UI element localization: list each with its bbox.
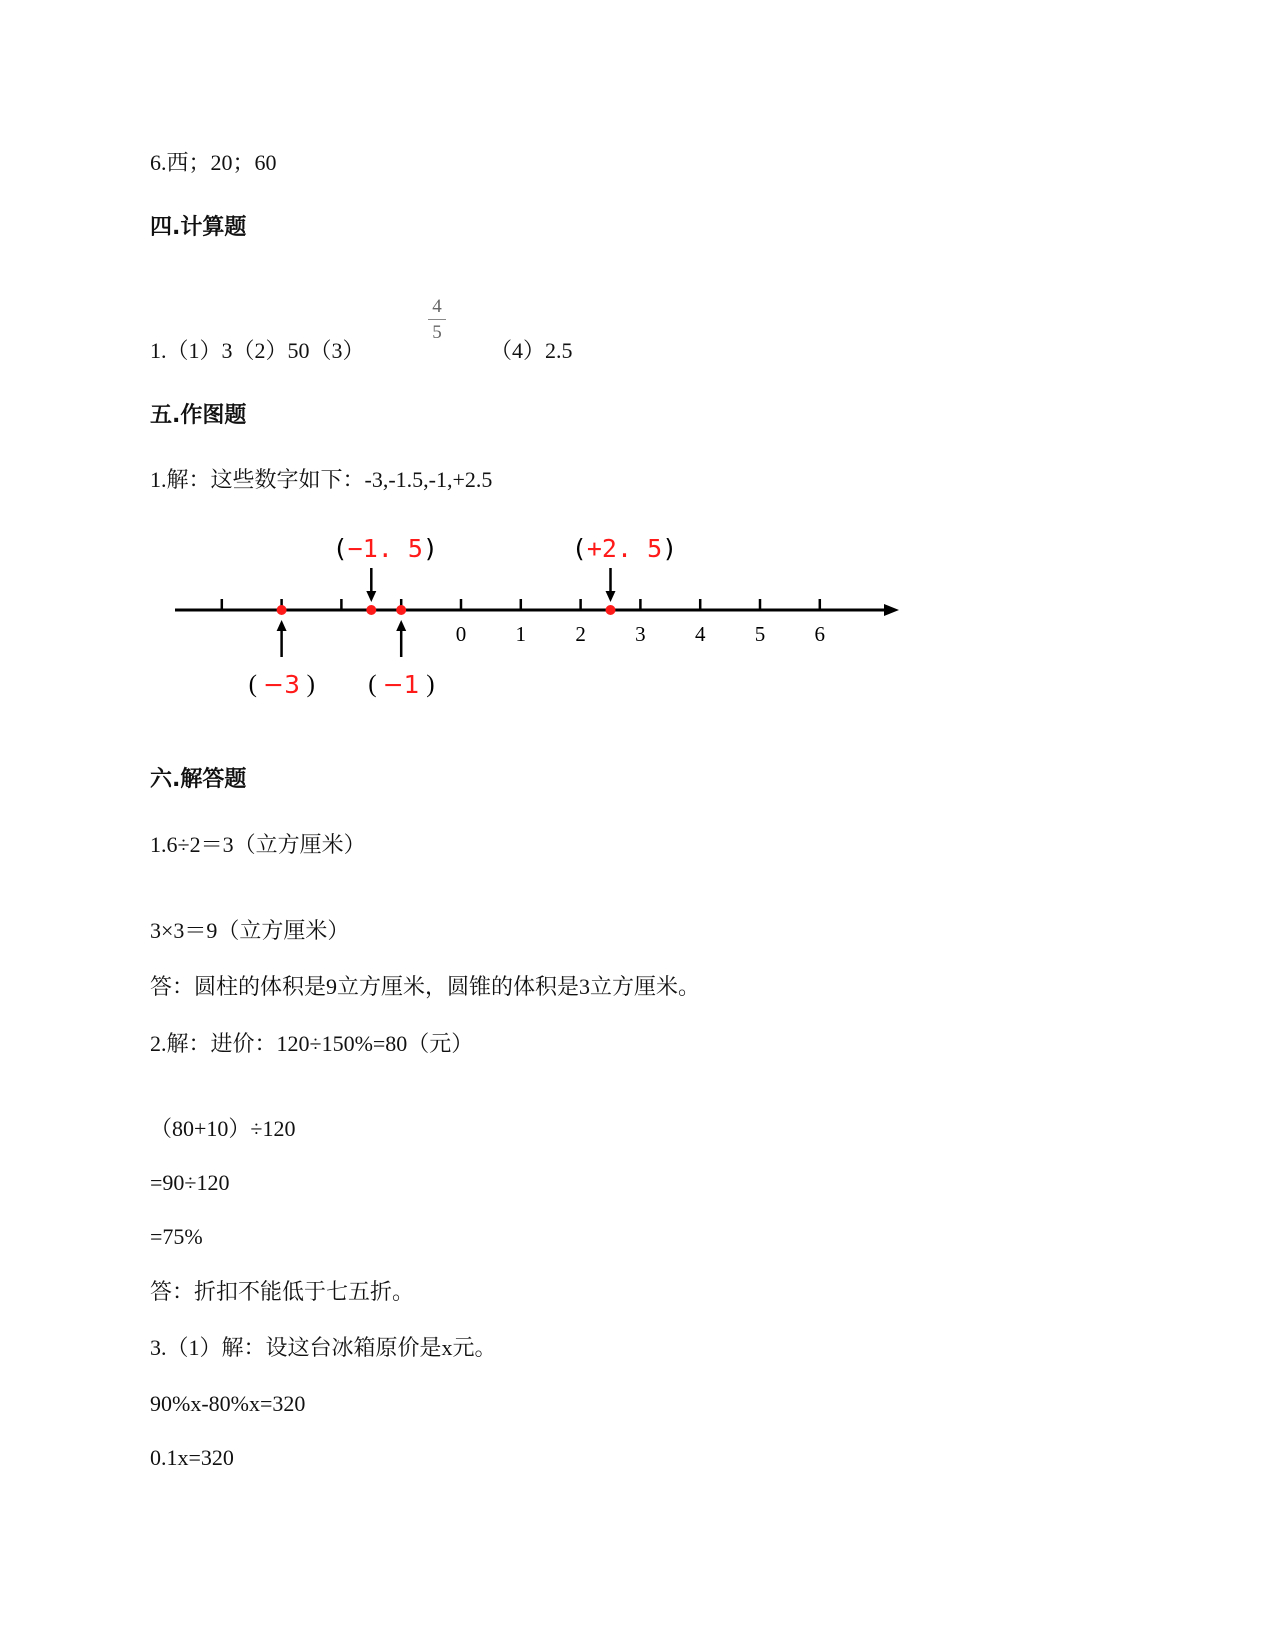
solution-1-line-2: 3×3＝9（立方厘米）: [150, 918, 350, 943]
solution-1-answer: 答：圆柱的体积是9立方厘米，圆锥的体积是3立方厘米。: [150, 974, 701, 999]
tick-label: 0: [455, 622, 467, 646]
point-label: −1: [382, 670, 420, 699]
tick-label: 1: [515, 622, 527, 646]
drawing-answer-1: 1.解：这些数字如下：-3,-1.5,-1,+2.5: [150, 467, 493, 492]
tick-label: 4: [694, 622, 706, 646]
tick-label: 2: [575, 622, 586, 646]
point-label: (+2. 5): [571, 534, 678, 563]
answer-6: 6.西；20；60: [150, 150, 277, 175]
point-dot: [606, 605, 616, 615]
down-arrow-head: [366, 591, 376, 602]
point-dot: [277, 605, 287, 615]
solution-1-line-1: 1.6÷2＝3（立方厘米）: [150, 832, 366, 857]
fraction-denominator: 5: [432, 322, 442, 343]
solution-3-line-3: 0.1x=320: [150, 1445, 234, 1470]
label-paren-open: (: [368, 671, 377, 698]
tick-label: 5: [754, 622, 766, 646]
label-paren-close: ): [306, 671, 315, 698]
number-line-figure: [0, 0, 1275, 720]
tick-label: 6: [814, 622, 826, 646]
section-heading-solutions: 六.解答题: [150, 767, 247, 792]
calc-answer-1-part1: 1.（1）3（2）50（3）: [150, 338, 365, 363]
solution-2-line-2: （80+10）÷120: [150, 1116, 296, 1141]
fraction-numerator: 4: [432, 296, 442, 317]
solution-3-line-1: 3.（1）解：设这台冰箱原价是x元。: [150, 1335, 497, 1360]
solution-2-line-3: =90÷120: [150, 1170, 230, 1195]
label-paren-close: ): [426, 671, 435, 698]
point-label: −3: [263, 670, 301, 699]
section-heading-drawing: 五.作图题: [150, 403, 247, 428]
down-arrow-head: [606, 591, 616, 602]
calc-answer-1-part2: （4）2.5: [490, 338, 573, 363]
up-arrow-head: [277, 620, 287, 631]
solution-2-answer: 答：折扣不能低于七五折。: [150, 1279, 415, 1304]
solution-2-line-1: 2.解：进价：120÷150%=80（元）: [150, 1031, 474, 1056]
axis-arrow-head: [884, 604, 899, 616]
solution-3-line-2: 90%x-80%x=320: [150, 1391, 306, 1416]
tick-label: 3: [635, 622, 646, 646]
section-heading-calc: 四.计算题: [150, 215, 247, 240]
up-arrow-head: [396, 620, 406, 631]
solution-2-line-4: =75%: [150, 1224, 203, 1249]
point-dot: [396, 605, 406, 615]
point-label: (−1. 5): [332, 534, 438, 563]
label-paren-open: (: [248, 671, 257, 698]
point-dot: [366, 605, 376, 615]
